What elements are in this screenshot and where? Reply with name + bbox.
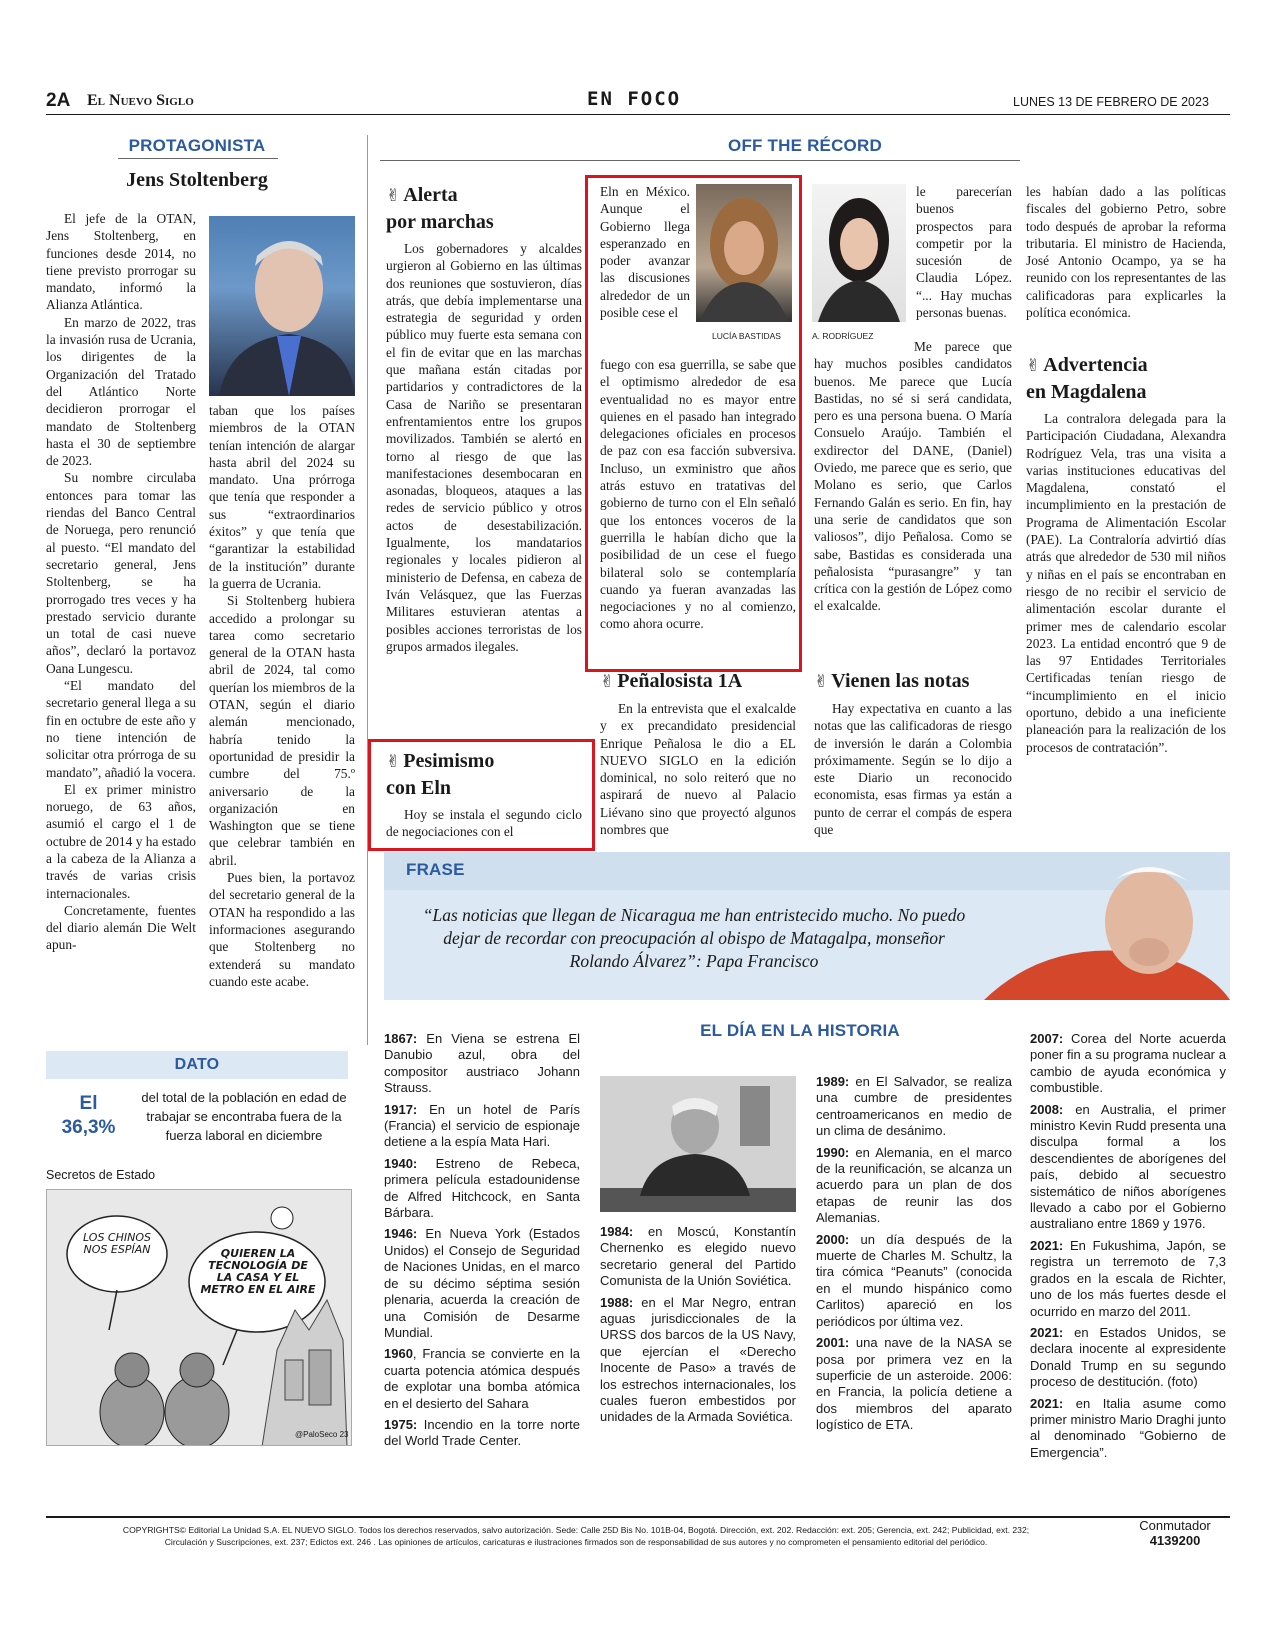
historia-text: Incendio en la torre norte del World Trade Center. <box>384 1416 580 1449</box>
historia-year: 1960 <box>384 1346 413 1362</box>
cartoon-bubble-2: QUIEREN LA TECNOLOGÍA DE LA CASA Y EL METRO EN EL AIRE <box>200 1247 316 1296</box>
historia-entry <box>1030 1102 1226 1233</box>
dato-value-line1: El <box>79 1093 98 1114</box>
historia-text: en Australia, el primer ministro Kevin Rudd presenta una disculpa formal a los descendientes de aborígenes del país, debido al secuestro sistemático de niños aborígenes llevado a cabo por el Gobierno australiano entre 1869 y 1976. <box>1030 1101 1226 1232</box>
footer-line-2: Circulación y Suscripciones, ext. 237; Edictos ext. 246 . Las opiniones de artículos, caricaturas e ilustraciones firmados son de responsabilidad de sus autores y no comprometen el pensamiento editorial del periódico. <box>164 1537 988 1547</box>
protagonista-label: PROTAGONISTA <box>128 136 266 155</box>
penalosista-title-text: Peñalosista 1A <box>617 670 743 692</box>
conmutador <box>1120 1518 1230 1548</box>
protagonista-p7: taban que los países miembros de la OTAN tenían intención de alargar hasta abril del 2024 su mandato. Una prórroga que tenía que responder a sus “extraordinarios éxitos” y que tenía que “garantizar la estabilidad de la institución” durante la guerra de Ucrania. <box>209 403 355 591</box>
historia-year: 2008: <box>1030 1101 1064 1117</box>
alerta-title-2: por marchas <box>386 211 494 233</box>
pesimismo-title-2: con Eln <box>386 777 452 799</box>
historia-entry <box>384 1031 580 1097</box>
historia-text: una nave de la NASA se posa por primera vez en la superficie de un asteroide. 2006: en Francia, la policía detiene a dos miembros del aparato logístico de ETA. <box>816 1335 1012 1433</box>
historia-col1 <box>384 1031 580 1455</box>
alerta-p: Los gobernadores y alcaldes urgieron al Gobierno en las últimas dos reuniones que sostuvieron, días atrás, que debía implementarse una estrategia de seguridad y orden público muy fuerte esta semana con el fin de evitar que en las marchas que mañana están citadas por partidarios y contradictores de la Casa de Nariño se presentaran enfrentamientos entre los grupos movilizados. También se alertó en torno al riesgo de que las manifestaciones desembocaran en asonadas, bloqueos, ataques a las redes de servicio público y otros actos de desestabilización. Igualmente, los mandatarios regionales y locales pidieron al ministerio de Defensa, en cabeza de Iván Velásquez, que las Fuerzas Militares estuvieran atentas a posibles acciones terroristas de los grupos armados ilegales. <box>386 241 582 654</box>
peace-icon: ✌ <box>814 672 829 692</box>
rodriguez-caption: A. RODRÍGUEZ <box>812 331 874 341</box>
historia-text: Estreno de Rebeca, primera película estadounidense de Alfred Hitchcock, en Santa Bárbara. <box>384 1155 580 1221</box>
rodriguez-text <box>814 338 1012 615</box>
protagonista-p8: Si Stoltenberg hubiera accedido a prolongar su tarea como secretario general de la OTAN hasta abril de 2024, tal como querían los miembros de la OTAN, según el diario alemán mencionado, habría tenido la oportunidad de presidir la cumbre del 75.º aniversario de la organización en Washington que se tiene que celebrar también en abril. <box>209 593 355 868</box>
historia-entry <box>816 1145 1012 1227</box>
notas-title <box>814 668 1014 695</box>
historia-year: 1867: <box>384 1031 418 1046</box>
header-rule <box>46 114 1230 115</box>
historia-entry <box>384 1346 580 1412</box>
person-photo-icon <box>812 184 906 322</box>
masthead: El Nuevo Siglo <box>87 92 194 109</box>
frase-quote: “Las noticias que llegan de Nicaragua me han entristecido mucho. No puedo dejar de recordar con preocupación al obispo de Matagalpa, monseñor Rolando Álvarez”: Papa Francisco <box>422 905 966 971</box>
page-number: 2A <box>46 90 71 111</box>
stoltenberg-photo <box>209 216 355 396</box>
protagonista-p5: El ex primer ministro noruego, de 63 años, asumió el cargo el 1 de octubre de 2014 y ha estado a la cabeza de la Alianza a través de varias crisis internacionales. <box>46 781 196 901</box>
advertencia-text <box>1026 410 1226 756</box>
dato-value <box>46 1092 131 1140</box>
historia-entry <box>816 1074 1012 1140</box>
advertencia-title <box>1026 352 1226 405</box>
calificadoras-p: les habían dado a las políticas fiscales del gobierno Petro, sobre todo después de aprobar la reforma tributaria. El ministro de Hacienda, José Antonio Ocampo, ya se ha reunido con los representantes de las calificadoras para explicarles la política económica. <box>1026 184 1226 321</box>
historia-year: 1917: <box>384 1101 418 1117</box>
penalosista-text <box>600 700 796 838</box>
eln-text-top <box>600 183 690 321</box>
off-record-label: OFF THE RÉCORD <box>728 136 882 155</box>
protagonista-p2: En marzo de 2022, tras la invasión rusa de Ucrania, los dirigentes de la Organización del Tratado del Atlántico Norte decidieron prorrogar el mandato de Stoltenberg hasta el 30 de septiembre de 2023. <box>46 314 196 469</box>
historia-entry <box>384 1226 580 1341</box>
protagonista-p3: Su nombre circulaba entonces para tomar las riendas del Banco Central de Noruega, pero renunció al puesto. “El mandato del secretario general, Jens Stoltenberg, se ha prorrogado tres veces y ha prestado servicio durante un total de casi nueve años”, declaró la portavoz Oana Lungescu. <box>46 470 196 676</box>
protagonista-p4: “El mandato del secretario general llega a su fin en octubre de este año y no tiene intención de solicitar otra prórroga de su mandato”, añadió la vocera. <box>46 678 196 780</box>
rodriguez-text-top <box>916 183 1012 321</box>
protagonista-p9: Pues bien, la portavoz del secretario general de la OTAN ha respondido a las informaciones asegurando que Stoltenberg no extenderá su mandato cuando este acabe. <box>209 870 355 989</box>
historia-text: en Moscú, Konstantín Chernenko es elegido nuevo secretario general del Partido Comunista de la Unión Soviética. <box>600 1224 796 1289</box>
pesimismo-p: Hoy se instala el segundo ciclo de negociaciones con el <box>386 807 582 840</box>
pope-photo <box>984 852 1230 1000</box>
rodriguez-p: Me parece que hay muchos posibles candidatos buenos. Me parece que Lucía Bastidas, no sé si será candidata, pero es una persona buena. O María Consuelo Araújo. También el exdirector del DANE, (Daniel) Oviedo, me parece que es serio, que Molano es serio, que Carlos Fernando Galán es serio. En fin, hay una serie de candidatos que son valiosos”, dijo Peñalosa. Como se sabe, Bastidas es considerada una peñalosista “purasangre” y tan crítica con la gestión de López como el exalcalde. <box>814 339 1012 614</box>
historia-text: En Nueva York (Estados Unidos) el Consejo de Seguridad de Naciones Unidas, en el marco de su décimo séptima sesión plenaria, acuerda la creación de una Comisión de Desarme Mundial. <box>384 1226 580 1340</box>
historia-year: 2007: <box>1030 1031 1064 1046</box>
protagonista-col1 <box>46 210 196 954</box>
pesimismo-title <box>386 748 586 801</box>
protagonista-rule <box>118 158 278 159</box>
peace-icon: ✌ <box>1026 356 1041 376</box>
penalosista-p: En la entrevista que el exalcalde y ex precandidato presidencial Enrique Peñalosa le dio a EL NUEVO SIGLO en la edición dominical, no solo reiteró que no aspirará de nuevo al Palacio Liévano sino que proyectó algunos nombres que <box>600 701 796 838</box>
cartoon-title: Secretos de Estado <box>46 1168 156 1182</box>
historia-text: en El Salvador, se realiza una cumbre de presidentes centroamericanos en medio de un clima de desánimo. <box>816 1074 1012 1139</box>
historia-entry <box>384 1156 580 1222</box>
dato-label: DATO <box>46 1051 348 1079</box>
cartoon-bubble-1: LOS CHINOS NOS ESPÍAN <box>83 1231 151 1256</box>
notas-title-text: Vienen las notas <box>831 670 970 692</box>
cartoon <box>46 1189 352 1446</box>
alerta-title-1: Alerta <box>403 184 458 206</box>
notas-text <box>814 700 1012 838</box>
conmutador-label: Conmutador <box>1139 1518 1211 1533</box>
historia-year: 2021: <box>1030 1237 1064 1253</box>
advertencia-title-1: Advertencia <box>1043 354 1148 376</box>
rodriguez-photo <box>812 184 906 322</box>
historia-entry <box>600 1295 796 1426</box>
historia-text: en Alemania, en el marco de la reunificación, se alcanza un acuerdo para un plan de dos etapas de reunir las dos Alemanias. <box>816 1144 1012 1226</box>
alerta-title <box>386 182 586 235</box>
historia-text: en Estados Unidos, se declara inocente al expresidente Donald Trump en su segundo proceso de destitución. (foto) <box>1030 1324 1226 1390</box>
historia-entry <box>600 1224 796 1290</box>
historia-year: 1940: <box>384 1155 418 1171</box>
historia-entry <box>816 1335 1012 1433</box>
historia-label: EL DÍA EN LA HISTORIA <box>700 1021 900 1040</box>
advertencia-p: La contralora delegada para la Participación Ciudadana, Alexandra Rodríguez Vela, tras una visita a varias instituciones educativas del Magdalena, constató el incumplimiento en la prestación de Programa de Alimentación Escolar (PAE). La Contraloría advirtió días atrás que alrededor de 530 mil niños y niñas en el país se encontraban en riesgo de no recibir el servicio de alimentación escolar durante el primer mes de calendario escolar 2023. La entidad encontró que 9 de las 97 Entidades Territoriales Certificadas tenían riesgo de “incumplimiento en el inicio oportuno, debido a una ineficiente planeación para la realización de los procesos de contratación”. <box>1026 411 1226 755</box>
frase-box <box>384 852 1230 1000</box>
historia-text: En un hotel de París (Francia) el servicio de espionaje detiene a la espía Mata Hari. <box>384 1101 580 1150</box>
protagonista-p6: Concretamente, fuentes del diario alemán Die Welt apun- <box>46 902 196 953</box>
cartoon-credit-year: 23 <box>339 1430 349 1439</box>
lucia-bastidas-photo <box>696 184 792 322</box>
historia-entry <box>1030 1238 1226 1320</box>
rodriguez-p-top: le parecerían buenos prospectos para competir por la sucesión de Claudia López. “... Hay muchas personas buenas. <box>916 184 1012 321</box>
footer-copyright <box>46 1524 1106 1548</box>
historia-text: un día después de la muerte de Charles M. Schultz, la tira cómica “Peanuts” (conocida en el mundo hispánico como Carlitos) apareció en los periódicos por última vez. <box>816 1231 1012 1329</box>
pope-photo-icon <box>984 852 1230 1000</box>
historia-entry <box>1030 1031 1226 1097</box>
historia-text: En Fukushima, Japón, se registra un terremoto de 7,3 grados en la escala de Richter, uno de los más fuertes desde el ocurrido en marzo del 2011. <box>1030 1237 1226 1319</box>
column-divider <box>367 135 368 1045</box>
historia-year: 1975: <box>384 1416 418 1432</box>
alerta-text <box>386 240 582 655</box>
page-date: LUNES 13 DE FEBRERO DE 2023 <box>1013 95 1209 109</box>
historia-year: 1989: <box>816 1074 850 1089</box>
historia-text: , Francia se convierte en la cuarta potencia atómica después de explotar una bomba atómica en el desierto del Sahara <box>384 1346 580 1411</box>
lucia-bastidas-caption: LUCÍA BASTIDAS <box>712 331 781 341</box>
peace-icon: ✌ <box>600 672 615 692</box>
historia-year: 1988: <box>600 1294 634 1310</box>
historia-year: 2021: <box>1030 1395 1064 1411</box>
cartoon-credit <box>295 1430 349 1439</box>
historia-text: Corea del Norte acuerda poner fin a su programa nuclear a cambio de ayuda económica y combustible. <box>1030 1031 1226 1096</box>
historia-entry <box>1030 1396 1226 1462</box>
historia-col2 <box>600 1224 796 1431</box>
protagonista-name: Jens Stoltenberg <box>126 169 268 191</box>
historia-entry <box>384 1102 580 1151</box>
advertencia-title-2: en Magdalena <box>1026 381 1147 403</box>
conmutador-number: 4139200 <box>1149 1533 1201 1548</box>
historia-entry <box>384 1417 580 1450</box>
notas-p: Hay expectativa en cuanto a las notas que las calificadoras de riesgo de inversión le darán a Colombia próximamente. Según se lo dijo a este Diario un reconocido economista, esas firmas ya están a punto de cerrar el compás de espera que <box>814 701 1012 838</box>
penalosista-title <box>600 668 800 695</box>
pesimismo-text <box>386 806 582 841</box>
calificadoras-text <box>1026 183 1226 321</box>
footer-rule <box>46 1516 1230 1518</box>
historia-text: en Italia asume como primer ministro Mario Draghi junto al denominado “Gobierno de Emergencia”. <box>1030 1395 1226 1460</box>
protagonista-col2 <box>209 402 355 990</box>
cartoon-drawing-icon <box>47 1190 352 1446</box>
historia-year: 2001: <box>816 1335 850 1351</box>
cartoon-credit-handle: @PaloSeco <box>295 1430 338 1439</box>
frase-label: FRASE <box>406 860 465 879</box>
dato-text: del total de la población en edad de trabajar se encontraba fuera de la fuerza laboral en diciembre <box>141 1090 347 1143</box>
historia-text: En Viena se estrena El Danubio azul, obra del compositor austriaco Johann Strauss. <box>384 1031 580 1096</box>
person-photo-icon <box>209 216 355 396</box>
protagonista-p1: El jefe de la OTAN, Jens Stoltenberg, en funciones desde 2014, no tiene previsto prorrogar su mandato, informó la Alianza Atlántica. <box>46 211 196 313</box>
historia-col4 <box>1030 1031 1226 1466</box>
off-record-rule <box>380 160 1020 161</box>
peace-icon: ✌ <box>386 752 401 772</box>
person-photo-icon <box>600 1076 796 1212</box>
peace-icon: ✌ <box>386 186 401 206</box>
historia-col3 <box>816 1074 1012 1439</box>
historia-year: 1984: <box>600 1224 634 1239</box>
eln-text <box>600 356 796 633</box>
historia-year: 2000: <box>816 1231 850 1247</box>
historia-entry <box>1030 1325 1226 1391</box>
eln-p-top: Eln en México. Aunque el Gobierno llega esperanzado en poder avanzar las discusiones alrededor de un posible cese el <box>600 184 690 321</box>
person-photo-icon <box>696 184 792 322</box>
pesimismo-title-1: Pesimismo <box>403 750 495 772</box>
historia-year: 2021: <box>1030 1324 1064 1340</box>
footer-line-1: COPYRIGHTS© Editorial La Unidad S.A. EL NUEVO SIGLO. Todos los derechos reservados, salvo autorización. Sede: Calle 25D Bis No. 101B-04, Bogotá. Dirección, ext. 202. Redacción: ext. 205; Gerencia, ext. 242; Publicidad, ext. 232; <box>122 1525 1030 1535</box>
historia-text: en el Mar Negro, entran aguas jurisdiccionales de la URSS dos barcos de la US Navy, que ejercían el «Derecho Inocente de Paso» a través de los estrechos internacionales, los cuales fueron embestidos por unidades de la Armada Soviética. <box>600 1294 796 1425</box>
dato-value-line2: 36,3% <box>61 1117 116 1138</box>
section-title: EN FOCO <box>587 88 682 110</box>
historia-year: 1990: <box>816 1144 850 1160</box>
historia-year: 1946: <box>384 1226 418 1242</box>
historia-entry <box>816 1232 1012 1330</box>
eln-p: fuego con esa guerrilla, se sabe que el optimismo alrededor de esa eventualidad no es mayor entre quienes en el pasado han integrado delegaciones oficiales en procesos de paz con esa facción subversiva. Incluso, un exministro que años atrás estuvo en tratativas del gobierno de turno con el Eln señaló que los entonces voceros de la guerrilla le habían dicho que la posibilidad de un cese el fuego bilateral solo se contemplaría cuando ya fueran avanzadas las negociaciones y no al comienzo, como ahora ocurre. <box>600 357 796 632</box>
trump-photo <box>600 1076 796 1212</box>
